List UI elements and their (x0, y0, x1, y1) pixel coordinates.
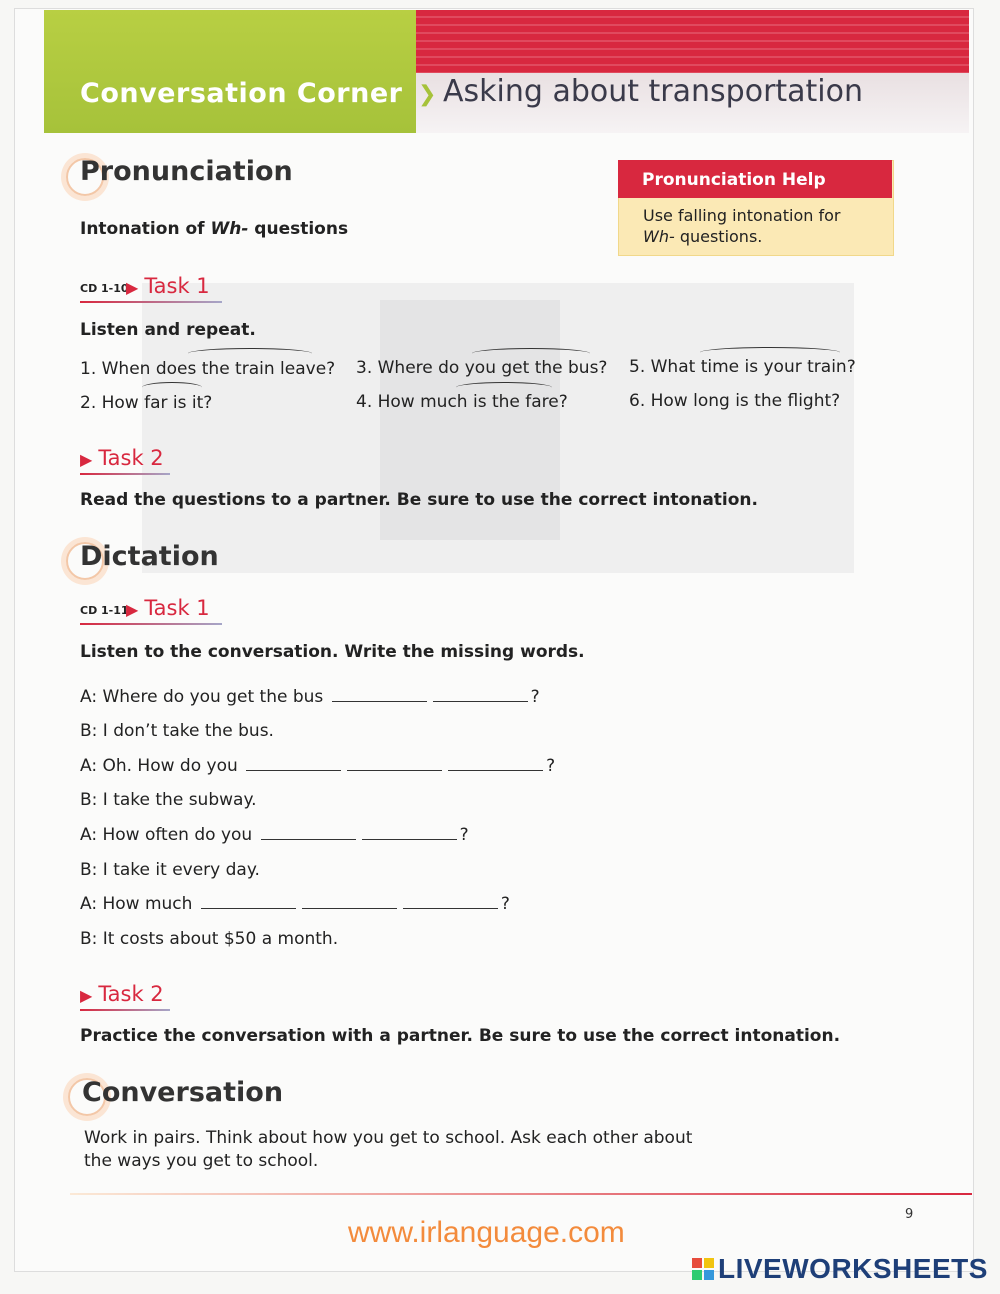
task-instruction: Listen and repeat. (80, 320, 256, 340)
task-underline (80, 623, 222, 625)
task-2-label: ▶ Task 2 (80, 446, 164, 470)
task-1-label: ▶ Task 1 (126, 596, 210, 620)
intonation-arc (456, 382, 552, 393)
cd-track-label: CD 1-10 (80, 282, 129, 295)
cd-track-label: CD 1-11 (80, 604, 129, 617)
answer-blank[interactable] (362, 825, 457, 840)
pronunciation-subtitle: Intonation of Wh- questions (80, 219, 349, 239)
task-underline (80, 473, 170, 475)
answer-blank[interactable] (332, 687, 427, 702)
pronunciation-help-text: Use falling intonation for Wh- questions. (643, 206, 841, 246)
dictation-heading: Dictation (80, 541, 219, 572)
section-title: Conversation Corner (80, 78, 403, 109)
question-item: 4. How much is the fare? (356, 392, 568, 412)
answer-blank[interactable] (246, 756, 341, 771)
answer-blank[interactable] (302, 894, 397, 909)
watermark-text: www.irlanguage.com (348, 1216, 625, 1249)
question-item: 1. When does the train leave? (80, 359, 336, 379)
question-item: 2. How far is it? (80, 393, 213, 413)
play-triangle-icon: ▶ (126, 278, 139, 297)
pronunciation-heading: Pronunciation (80, 156, 293, 187)
pronunciation-help-title: Pronunciation Help (618, 160, 892, 198)
conversation-instruction: the ways you get to school. (84, 1151, 319, 1171)
page-title: Asking about transportation (443, 74, 864, 109)
liveworksheets-logo-icon (692, 1258, 714, 1280)
play-triangle-icon: ▶ (126, 600, 139, 619)
play-triangle-icon: ▶ (80, 450, 93, 469)
answer-blank[interactable] (201, 894, 296, 909)
chevron-right-icon: ❯ (418, 82, 437, 107)
intonation-arc (700, 347, 840, 358)
header-stripe (416, 10, 969, 73)
answer-blank[interactable] (347, 756, 442, 771)
play-triangle-icon: ▶ (80, 986, 93, 1005)
conversation-heading: Conversation (82, 1077, 284, 1108)
footer-rule (70, 1193, 972, 1195)
answer-blank[interactable] (261, 825, 356, 840)
dialogue-line: A: Where do you get the bus ? (80, 687, 540, 707)
answer-blank[interactable] (403, 894, 498, 909)
dialogue-line: B: It costs about $50 a month. (80, 929, 339, 949)
task-underline (80, 301, 222, 303)
task-instruction: Listen to the conversation. Write the missing words. (80, 642, 585, 662)
task-1-label: ▶ Task 1 (126, 274, 210, 298)
page-number: 9 (905, 1207, 914, 1222)
intonation-arc (472, 348, 590, 359)
task-instruction: Read the questions to a partner. Be sure to use the correct intonation. (80, 490, 758, 510)
question-item: 5. What time is your train? (629, 357, 856, 377)
dialogue-line: B: I take it every day. (80, 860, 260, 880)
answer-blank[interactable] (448, 756, 543, 771)
task-underline (80, 1009, 170, 1011)
dialogue-line: A: How much ? (80, 894, 510, 914)
intonation-arc (142, 382, 202, 393)
liveworksheets-brand[interactable]: LIVEWORKSHEETS (718, 1253, 988, 1284)
question-item: 3. Where do you get the bus? (356, 358, 608, 378)
question-item: 6. How long is the flight? (629, 391, 841, 411)
intonation-arc (188, 348, 312, 359)
dialogue-line: A: How often do you ? (80, 825, 469, 845)
dialogue-line: A: Oh. How do you ? (80, 756, 556, 776)
answer-blank[interactable] (433, 687, 528, 702)
conversation-instruction: Work in pairs. Think about how you get to school. Ask each other about (84, 1128, 693, 1148)
section-banner (44, 10, 416, 133)
dialogue-line: B: I don’t take the bus. (80, 721, 274, 741)
task-instruction: Practice the conversation with a partner. Be sure to use the correct intonation. (80, 1026, 841, 1046)
dialogue-line: B: I take the subway. (80, 790, 257, 810)
task-2-label: ▶ Task 2 (80, 982, 164, 1006)
